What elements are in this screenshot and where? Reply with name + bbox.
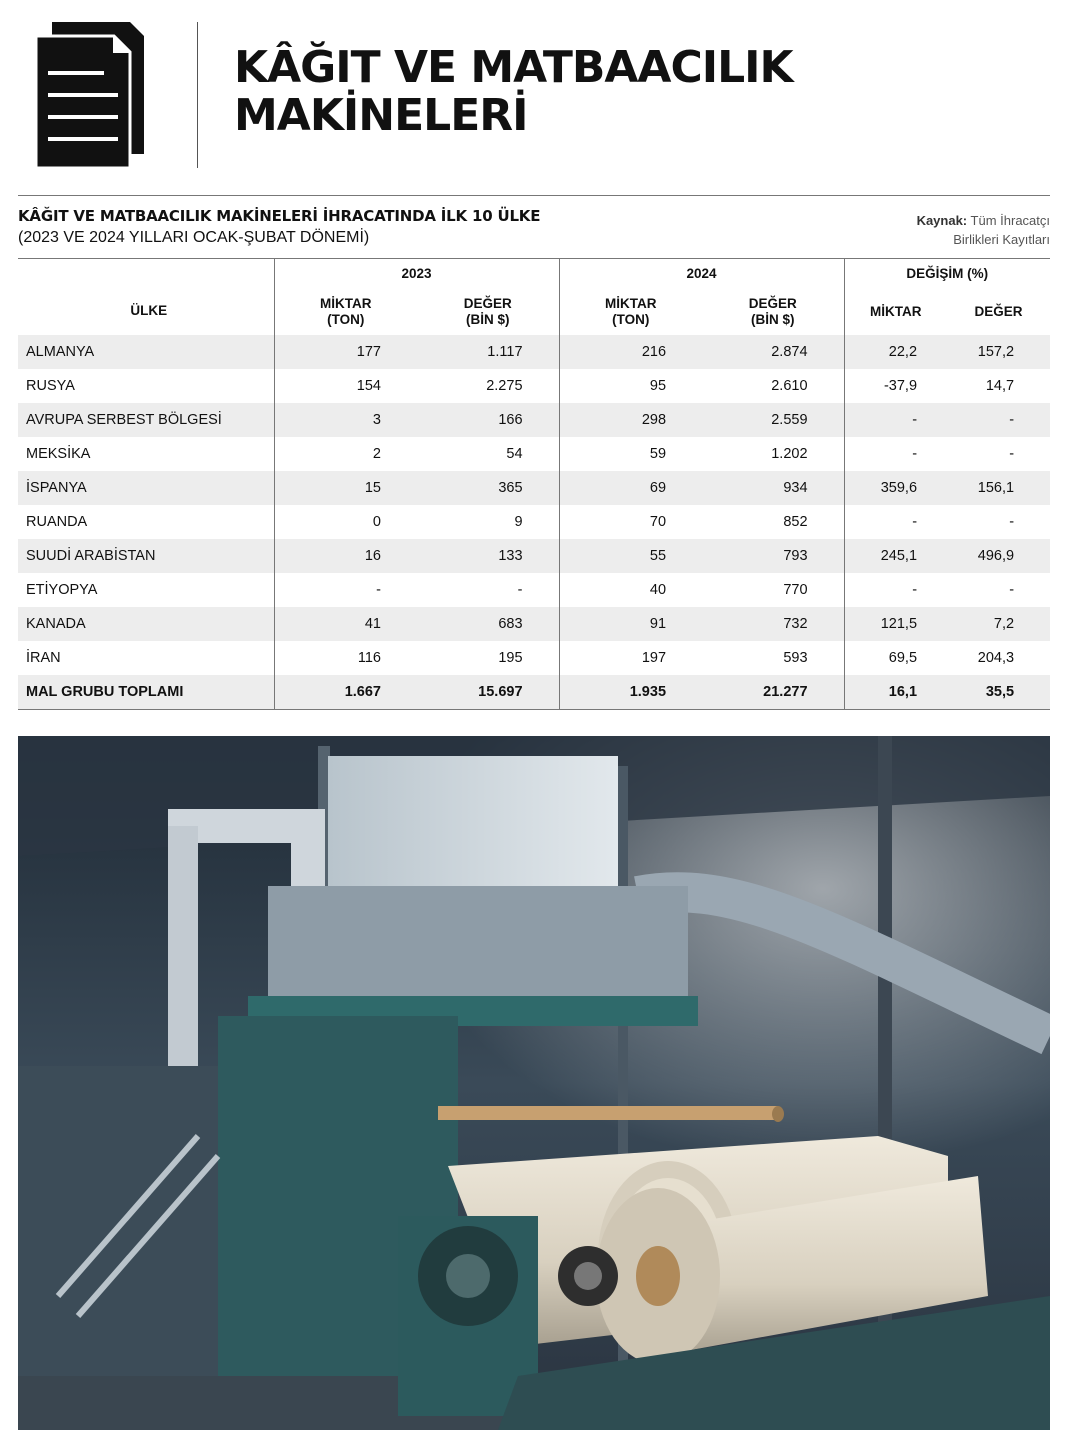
total-row	[18, 675, 1050, 710]
table-subtitle: (2023 VE 2024 YILLARI OCAK-ŞUBAT DÖNEMİ)	[18, 229, 370, 246]
cell-v2024: 732	[702, 607, 844, 641]
col-country: ÜLKE	[18, 259, 274, 336]
col-change-qty: MİKTAR	[844, 288, 947, 335]
cell-cq: -	[844, 573, 947, 607]
cell-q2024: 55	[559, 539, 702, 573]
page-header	[0, 0, 1068, 190]
table-body	[18, 335, 1050, 710]
cell-v2024: 593	[783, 650, 808, 666]
cell-v2023: 683	[417, 607, 559, 641]
cell-cq: -37,9	[844, 369, 947, 403]
cell-country: ALMANYA	[18, 335, 274, 369]
cell-q2024: 59	[559, 437, 702, 471]
cell-country: RUSYA	[26, 378, 75, 394]
col-year-2023: 2023	[274, 259, 559, 289]
cell-v2024: 1.202	[771, 446, 808, 462]
table-row	[18, 641, 1050, 675]
cell-country: AVRUPA SERBEST BÖLGESİ	[18, 403, 274, 437]
cell-country: MEKSİKA	[26, 446, 91, 462]
cell-cv: 204,3	[977, 650, 1015, 666]
cell-cv: -	[1009, 582, 1015, 598]
cell-v2023: 166	[417, 403, 559, 437]
table-row	[18, 403, 1050, 437]
table-row	[18, 437, 1050, 471]
cell-cv: -	[947, 403, 1050, 437]
factory-illustration	[18, 736, 1050, 1430]
cell-cv: 35,5	[947, 675, 1050, 710]
cell-cv: -	[1009, 514, 1015, 530]
cell-q2023: 154	[274, 369, 417, 403]
table-title: KÂĞIT VE MATBAACILIK MAKİNELERİ İHRACATINDA İLK 10 ÜLKE	[18, 207, 541, 225]
cell-country: KANADA	[18, 607, 274, 641]
cell-cq: 69,5	[844, 641, 947, 675]
table-row	[18, 335, 1050, 369]
cell-country: ETİYOPYA	[26, 582, 98, 598]
table-row	[18, 539, 1050, 573]
cell-v2024: 21.277	[702, 675, 844, 710]
cell-v2023: 195	[498, 650, 523, 666]
cell-q2024: 70	[559, 505, 702, 539]
cell-cv: 157,2	[947, 335, 1050, 369]
top-rule	[18, 195, 1050, 196]
table-row	[18, 505, 1050, 539]
cell-q2023: 3	[274, 403, 417, 437]
cell-v2023: 15.697	[417, 675, 559, 710]
cell-country: RUANDA	[26, 514, 88, 530]
cell-cq: 359,6	[844, 471, 947, 505]
cell-cq: -	[844, 505, 947, 539]
cell-q2023: 2	[274, 437, 417, 471]
page-title	[234, 44, 1034, 140]
cell-q2023: 16	[274, 539, 417, 573]
cell-q2023: 0	[274, 505, 417, 539]
col-year-2024: 2024	[559, 259, 844, 289]
cell-q2024: 91	[559, 607, 702, 641]
cell-cq: 121,5	[844, 607, 947, 641]
cell-cv: 14,7	[985, 378, 1015, 394]
document-icon	[36, 22, 148, 170]
col-qty-2023: MİKTAR (TON)	[274, 288, 417, 335]
source-note	[917, 211, 1050, 249]
cell-q2023: -	[274, 573, 417, 607]
cell-q2024: 298	[559, 403, 702, 437]
paper-machine-photo	[18, 736, 1050, 1430]
col-change: DEĞİŞİM (%)	[844, 259, 1050, 289]
cell-v2024: 852	[783, 514, 808, 530]
cell-country: SUUDİ ARABİSTAN	[18, 539, 274, 573]
cell-v2023: 9	[514, 514, 523, 530]
cell-cq: -	[844, 437, 947, 471]
cell-v2023: 54	[506, 446, 523, 462]
cell-q2024: 1.935	[559, 675, 702, 710]
cell-q2024: 197	[559, 641, 702, 675]
cell-v2024: 934	[702, 471, 844, 505]
cell-country: İRAN	[26, 650, 61, 666]
cell-country: İSPANYA	[18, 471, 274, 505]
cell-cv: 7,2	[947, 607, 1050, 641]
source-label: Kaynak:	[916, 213, 968, 228]
cell-v2023: 2.275	[486, 378, 523, 394]
title-line-2: MAKİNELERİ	[234, 90, 528, 141]
export-table	[18, 258, 1050, 710]
cell-cv: 156,1	[947, 471, 1050, 505]
cell-q2023: 1.667	[274, 675, 417, 710]
source-line-2: Birlikleri Kayıtları	[953, 232, 1050, 247]
cell-cq: -	[844, 403, 947, 437]
cell-q2024: 40	[559, 573, 702, 607]
col-change-val: DEĞER	[974, 303, 1023, 319]
source-line-1: Tüm İhracatçı	[970, 213, 1050, 228]
cell-q2023: 41	[274, 607, 417, 641]
title-line-1: KÂĞIT VE MATBAACILIK	[234, 42, 793, 93]
cell-cv: 496,9	[947, 539, 1050, 573]
cell-v2024: 770	[783, 582, 808, 598]
cell-country: MAL GRUBU TOPLAMI	[18, 675, 274, 710]
cell-q2023: 116	[274, 641, 417, 675]
cell-v2023: 1.117	[417, 335, 559, 369]
cell-cq: 245,1	[844, 539, 947, 573]
col-qty-2024: MİKTAR (TON)	[559, 288, 702, 335]
cell-v2023: -	[517, 582, 523, 598]
table-row	[18, 471, 1050, 505]
cell-cq: 22,2	[844, 335, 947, 369]
cell-q2024: 216	[559, 335, 702, 369]
cell-q2023: 15	[274, 471, 417, 505]
header-divider	[197, 22, 198, 168]
cell-q2024: 69	[559, 471, 702, 505]
cell-cq: 16,1	[844, 675, 947, 710]
col-val-2023: DEĞER (BİN $)	[463, 295, 512, 327]
cell-v2023: 133	[417, 539, 559, 573]
table-row	[18, 573, 1050, 607]
cell-q2023: 177	[274, 335, 417, 369]
cell-v2024: 793	[702, 539, 844, 573]
cell-v2024: 2.610	[771, 378, 808, 394]
cell-v2024: 2.874	[702, 335, 844, 369]
cell-cv: -	[1009, 446, 1015, 462]
cell-v2024: 2.559	[702, 403, 844, 437]
col-val-2024: DEĞER (BİN $)	[748, 295, 797, 327]
cell-v2023: 365	[417, 471, 559, 505]
table-row	[18, 607, 1050, 641]
cell-q2024: 95	[559, 369, 702, 403]
table-row	[18, 369, 1050, 403]
